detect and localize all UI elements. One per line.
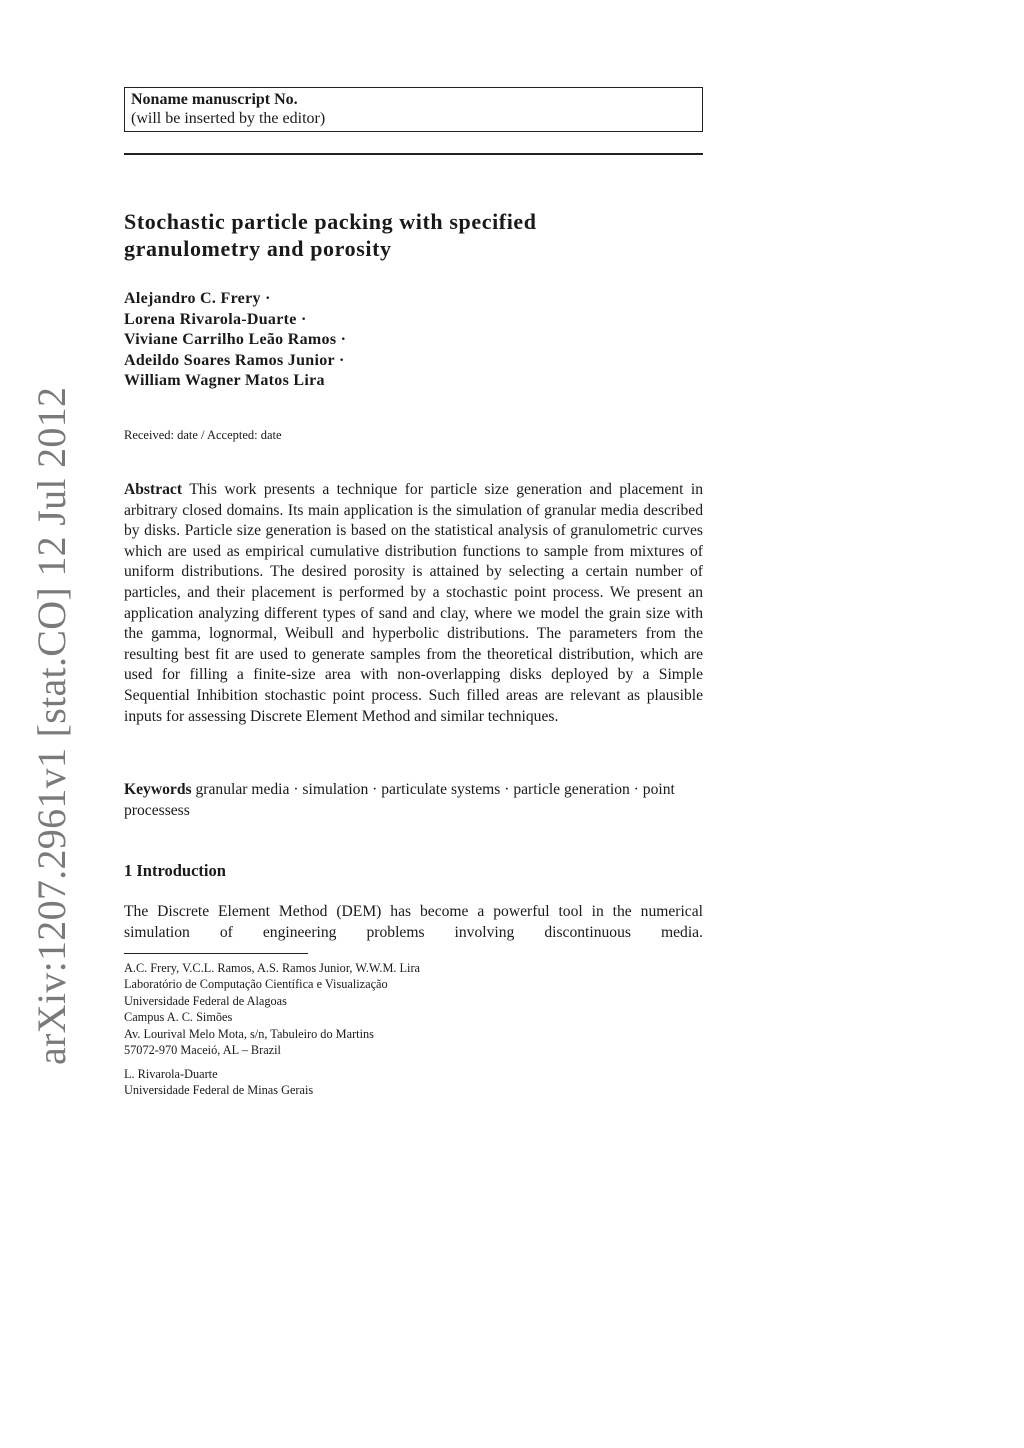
abstract-label: Abstract bbox=[124, 481, 183, 498]
author-name: Lorena Rivarola-Duarte · bbox=[124, 310, 307, 328]
header-rule bbox=[124, 153, 703, 155]
keywords-text: granular media · simulation · particulate systems · particle generation · point processess bbox=[124, 781, 675, 819]
affiliation-line: Universidade Federal de Alagoas bbox=[124, 993, 287, 1008]
received-accepted-dates: Received: date / Accepted: date bbox=[124, 428, 282, 442]
affiliation-line: Laboratório de Computação Científica e Visualização bbox=[124, 977, 388, 992]
paper-title-line-2: granulometry and porosity bbox=[124, 236, 392, 261]
affiliation-line: Av. Lourival Melo Mota, s/n, Tabuleiro do Martins bbox=[124, 1026, 374, 1041]
author-name: Alejandro C. Frery · bbox=[124, 290, 271, 307]
arxiv-identifier-stamp: arXiv:1207.2961v1 [stat.CO] 12 Jul 2012 bbox=[29, 386, 74, 1065]
author-name: Viviane Carrilho Leão Ramos · bbox=[124, 331, 347, 349]
keywords bbox=[124, 780, 703, 821]
abstract bbox=[124, 480, 703, 727]
affiliation-block-2 bbox=[124, 1066, 703, 1099]
author-list bbox=[124, 289, 703, 392]
author-name: William Wagner Matos Lira bbox=[124, 372, 325, 390]
affiliation-line: Campus A. C. Simões bbox=[124, 1010, 233, 1025]
author-name: Adeildo Soares Ramos Junior · bbox=[124, 351, 345, 369]
manuscript-number-label: Noname manuscript No. bbox=[131, 91, 298, 108]
editor-note: (will be inserted by the editor) bbox=[131, 110, 326, 127]
affiliation-block-1 bbox=[124, 960, 703, 1058]
footnote-rule bbox=[124, 953, 308, 954]
abstract-text: This work presents a technique for particle size generation and placement in arbitrary closed domains. Its main application is the simulation of granular media described by disks. Particle size generation is based on the statistical analysis of granulometric curves which are used as empirical cumulative distribution functions to sample from mixtures of uniform distributions. The desired porosity is attained by selecting a certain number of particles, and their placement is performed by a stochastic point process. We present an application analyzing different types of sand and clay, where we model the grain size with the gamma, lognormal, Weibull and hyperbolic distributions. The parameters from the resulting best fit are used to generate samples from the theoretical distribution, which are used for filling a finite-size area with non-overlapping disks deployed by a Simple Sequential Inhibition stochastic point process. Such filled areas are relevant as plausible inputs for assessing Discrete Element Method and similar techniques. bbox=[124, 481, 703, 725]
affiliation-line: A.C. Frery, V.C.L. Ramos, A.S. Ramos Junior, W.W.M. Lira bbox=[124, 961, 421, 975]
affiliation-line: 57072-970 Maceió, AL – Brazil bbox=[124, 1043, 281, 1058]
keywords-label: Keywords bbox=[124, 781, 192, 798]
affiliation-line: L. Rivarola-Duarte bbox=[124, 1067, 218, 1081]
manuscript-number-box bbox=[124, 87, 703, 132]
paper-title bbox=[124, 208, 703, 262]
introduction-paragraph: The Discrete Element Method (DEM) has become a powerful tool in the numerical simulation of engineering problems involving discontinuous media. bbox=[124, 903, 703, 941]
affiliation-line: Universidade Federal de Minas Gerais bbox=[124, 1083, 314, 1098]
paper-title-line-1: Stochastic particle packing with specified bbox=[124, 209, 537, 234]
section-heading-introduction: 1 Introduction bbox=[124, 861, 226, 880]
